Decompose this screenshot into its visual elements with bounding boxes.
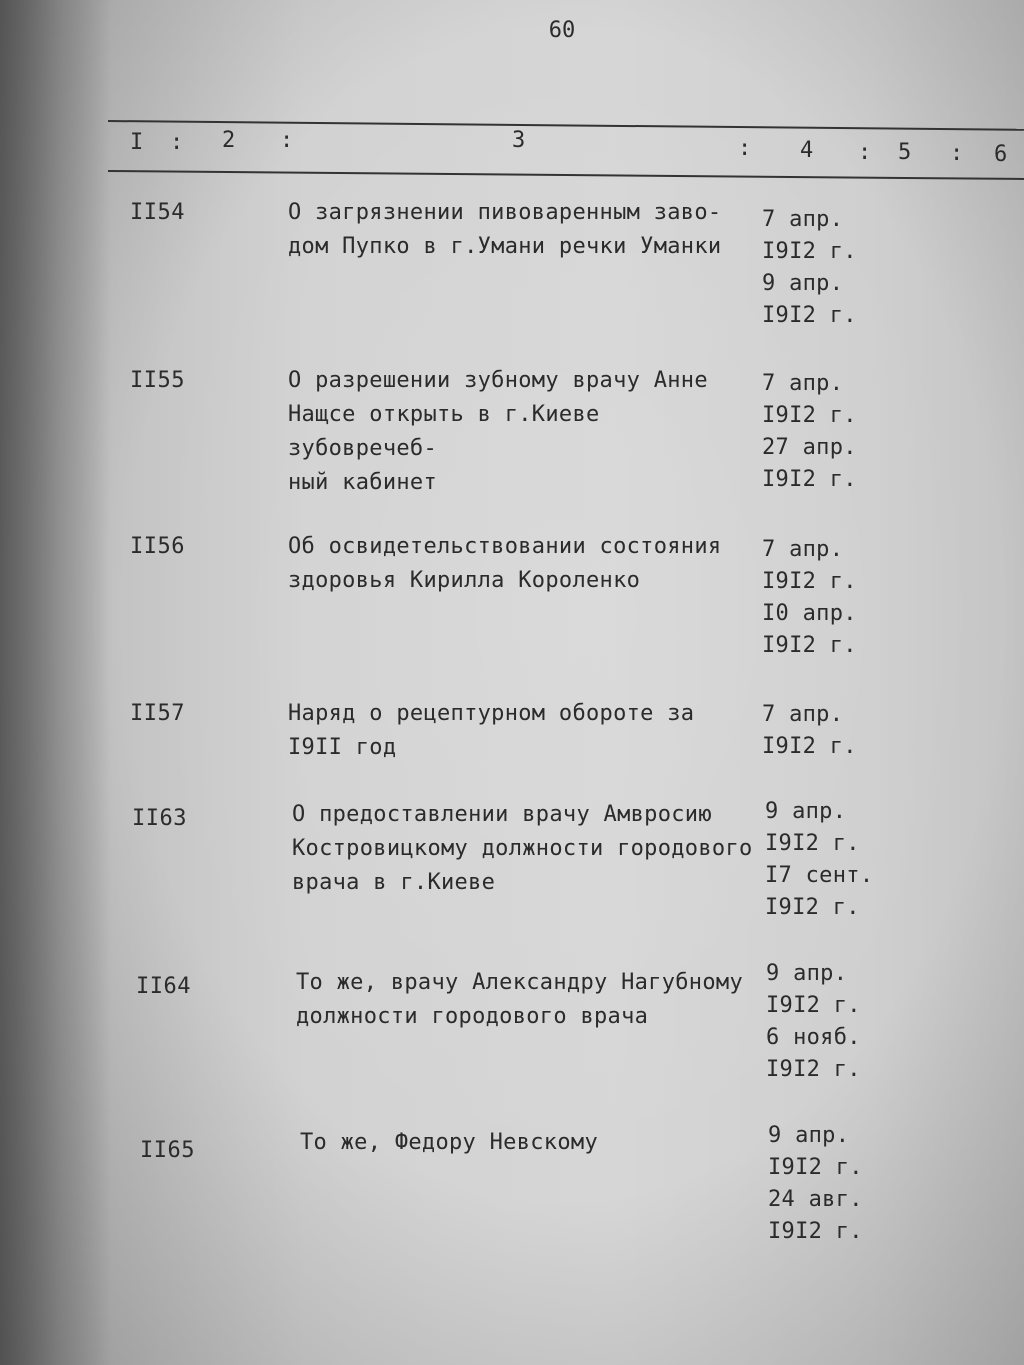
case-number: II56 xyxy=(130,534,185,559)
end-date: 27 апр. xyxy=(762,435,857,460)
case-description: То же, врачу Александру Нагубному должности городового врача xyxy=(296,970,743,1029)
case-dates xyxy=(766,958,896,1086)
end-year: I9I2 г. xyxy=(762,633,857,658)
end-year: I9I2 г. xyxy=(766,1057,861,1082)
start-date: 9 апр. xyxy=(768,1123,850,1148)
case-description: Об освидетельствовании состояния здоровья Кирилла Короленко xyxy=(288,534,722,593)
column-header-4: 4 xyxy=(800,138,814,163)
start-date: 7 апр. xyxy=(762,702,844,727)
case-description: О загрязнении пивоваренным заво- дом Пупко в г.Умани речки Уманки xyxy=(288,200,722,259)
column-header-1: I xyxy=(130,130,144,155)
case-number: II57 xyxy=(130,701,185,726)
case-description: Наряд о рецептурном обороте за I9II год xyxy=(288,701,695,760)
case-number: II55 xyxy=(130,368,185,393)
column-header-separator: : xyxy=(170,130,184,155)
start-year: I9I2 г. xyxy=(762,569,857,594)
end-date: I7 сент. xyxy=(765,863,874,888)
case-number: II64 xyxy=(136,974,191,999)
case-number: II63 xyxy=(132,806,187,831)
column-header-2: 2 xyxy=(222,128,236,153)
start-year: I9I2 г. xyxy=(768,1155,863,1180)
end-date: 6 нояб. xyxy=(766,1025,861,1050)
case-description: О разрешении зубному врачу Анне Нащсе открыть в г.Киеве зубовречеб- ный кабинет xyxy=(288,368,708,495)
column-header-separator: : xyxy=(738,136,752,161)
start-year: I9I2 г. xyxy=(765,831,860,856)
end-year: I9I2 г. xyxy=(765,895,860,920)
column-header-6: 6 xyxy=(994,142,1008,167)
start-date: 7 апр. xyxy=(762,371,844,396)
start-date: 7 апр. xyxy=(762,207,844,232)
end-date: 24 авг. xyxy=(768,1187,863,1212)
case-number: II54 xyxy=(130,200,185,225)
case-dates xyxy=(765,796,895,924)
end-year: I9I2 г. xyxy=(768,1219,863,1244)
start-date: 7 апр. xyxy=(762,537,844,562)
start-year: I9I2 г. xyxy=(762,239,857,264)
header-rule-top xyxy=(108,120,1024,131)
header-rule-bottom xyxy=(108,170,1024,180)
case-dates xyxy=(768,1120,898,1248)
start-year: I9I2 г. xyxy=(762,734,857,759)
case-description: То же, Федору Невскому xyxy=(300,1130,598,1155)
column-header-separator: : xyxy=(280,128,294,153)
start-year: I9I2 г. xyxy=(766,993,861,1018)
start-date: 9 апр. xyxy=(766,961,848,986)
page-number: 60 xyxy=(548,18,576,43)
column-header-separator: : xyxy=(858,140,872,165)
column-header-separator: : xyxy=(950,141,964,166)
column-header-3: 3 xyxy=(512,128,526,153)
case-number: II65 xyxy=(140,1138,195,1163)
case-dates xyxy=(762,699,892,763)
end-date: I0 апр. xyxy=(762,601,857,626)
case-description: О предоставлении врачу Амвросию Костровицкому должности городового врача в г.Киеве xyxy=(292,802,753,895)
end-date: 9 апр. xyxy=(762,271,844,296)
end-year: I9I2 г. xyxy=(762,467,857,492)
column-header-5: 5 xyxy=(898,140,912,165)
case-dates xyxy=(762,204,892,332)
start-year: I9I2 г. xyxy=(762,403,857,428)
case-dates xyxy=(762,534,892,662)
end-year: I9I2 г. xyxy=(762,303,857,328)
start-date: 9 апр. xyxy=(765,799,847,824)
binding-shadow xyxy=(0,0,110,1365)
case-dates xyxy=(762,368,892,496)
